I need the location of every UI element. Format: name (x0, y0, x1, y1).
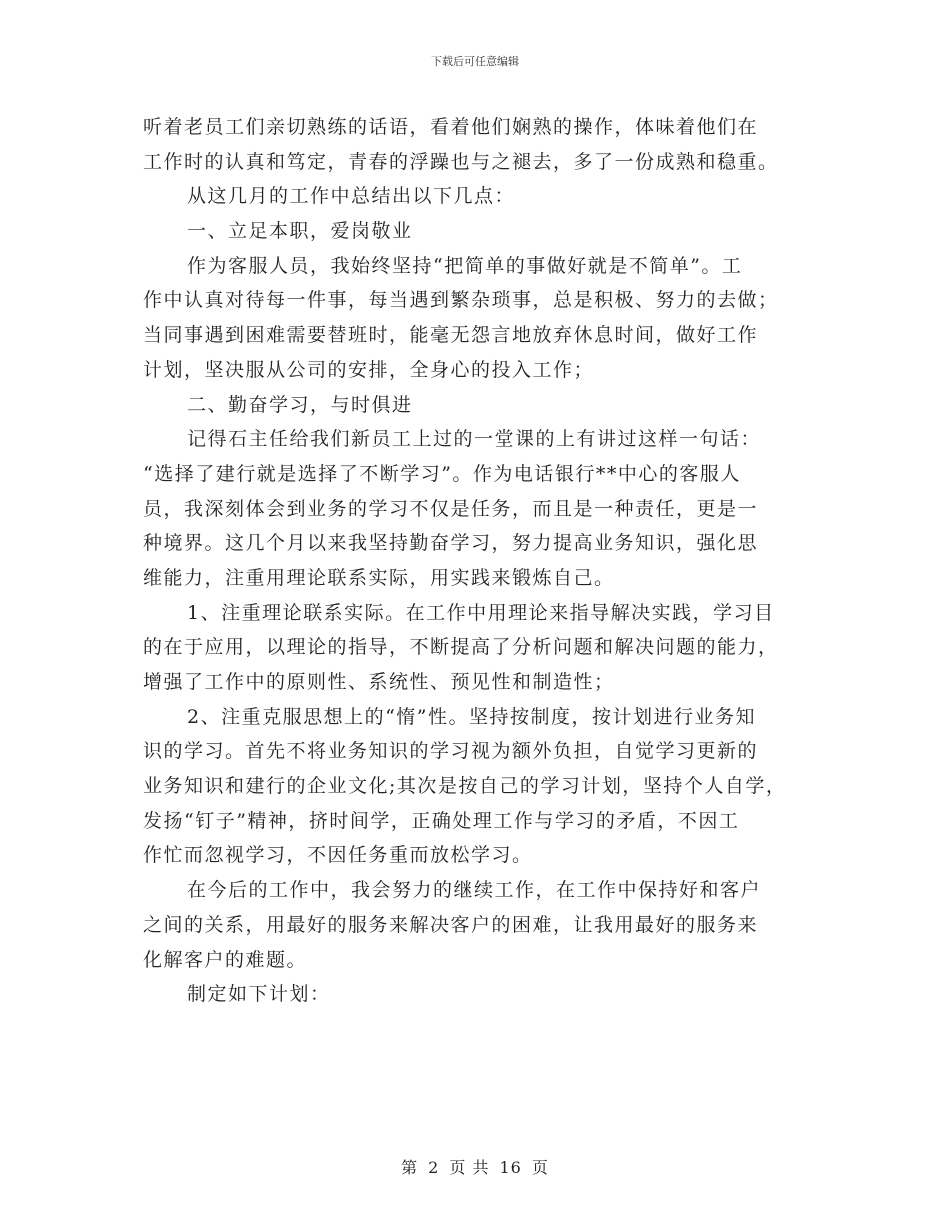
page-middle: 页 共 (449, 1158, 490, 1177)
text-line: 发扬“钉子”精神，挤时间学，正确处理工作与学习的矛盾，不因工 (143, 809, 740, 832)
text-line: 听着老员工们亲切熟练的话语，看着他们娴熟的操作，体味着他们在 (143, 116, 759, 138)
page-suffix: 页 (531, 1158, 549, 1177)
text-line: 当同事遇到困难需要替班时，能毫无怨言地放弃休息时间，做好工作 (143, 324, 759, 347)
text-line: 制定如下计划： (187, 983, 331, 1006)
text-line: 作中认真对待每一件事，每当遇到繁杂琐事，总是积极、努力的去做； (143, 289, 779, 312)
text-line: 记得石主任给我们新员工上过的一堂课的上有讲过这样一句话： (187, 428, 762, 451)
text-line: 增强了工作中的原则性、系统性、预见性和制造性； (143, 671, 615, 693)
text-line: 从这几月的工作中总结出以下几点： (187, 185, 516, 208)
text-line: 识的学习。首先不将业务知识的学习视为额外负担，自觉学习更新的 (143, 740, 759, 763)
text-line: 作为客服人员，我始终坚持“把简单的事做好就是不简单”。工 (187, 254, 743, 277)
text-line: 1、注重理论联系实际。在工作中用理论来指导解决实践，学习目 (187, 601, 775, 624)
section-heading: 一、立足本职，爱岗敬业 (187, 220, 413, 243)
text-line: “选择了建行就是选择了不断学习”。作为电话银行**中心的客服人 (143, 462, 741, 485)
page-number: 2 (428, 1158, 440, 1177)
text-line: 作忙而忽视学习，不因任务重而放松学习。 (143, 844, 533, 867)
text-line: 在今后的工作中，我会努力的继续工作，在工作中保持好和客户 (187, 879, 762, 902)
page-prefix: 第 (401, 1158, 419, 1177)
page-header: 下载后可任意编辑 (431, 55, 519, 68)
text-line: 工作时的认真和笃定，青春的浮躁也与之褪去，多了一份成熟和稳重。 (143, 150, 779, 173)
text-line: 化解客户的难题。 (143, 948, 308, 971)
page-total: 16 (499, 1158, 522, 1177)
page-footer (0, 1155, 950, 1178)
text-line: 的在于应用，以理论的指导，不断提高了分析问题和解决问题的能力， (143, 636, 779, 659)
text-line: 之间的关系，用最好的服务来解决客户的困难，让我用最好的服务来 (143, 913, 759, 936)
text-line: 员，我深刻体会到业务的学习不仅是任务，而且是一种责任，更是一 (143, 497, 759, 520)
text-line: 种境界。这几个月以来我坚持勤奋学习，努力提高业务知识，强化思 (143, 532, 759, 555)
section-heading: 二、勤奋学习，与时俱进 (187, 393, 413, 416)
text-line: 2、注重克服思想上的“惰”性。坚持按制度，按计划进行业务知 (187, 705, 757, 728)
text-line: 计划，坚决服从公司的安排，全身心的投入工作； (143, 358, 595, 381)
document-body (143, 110, 815, 1012)
text-line: 业务知识和建行的企业文化;其次是按自己的学习计划，坚持个人自学， (143, 775, 787, 798)
text-line: 维能力，注重用理论联系实际，用实践来锻炼自己。 (143, 566, 615, 589)
